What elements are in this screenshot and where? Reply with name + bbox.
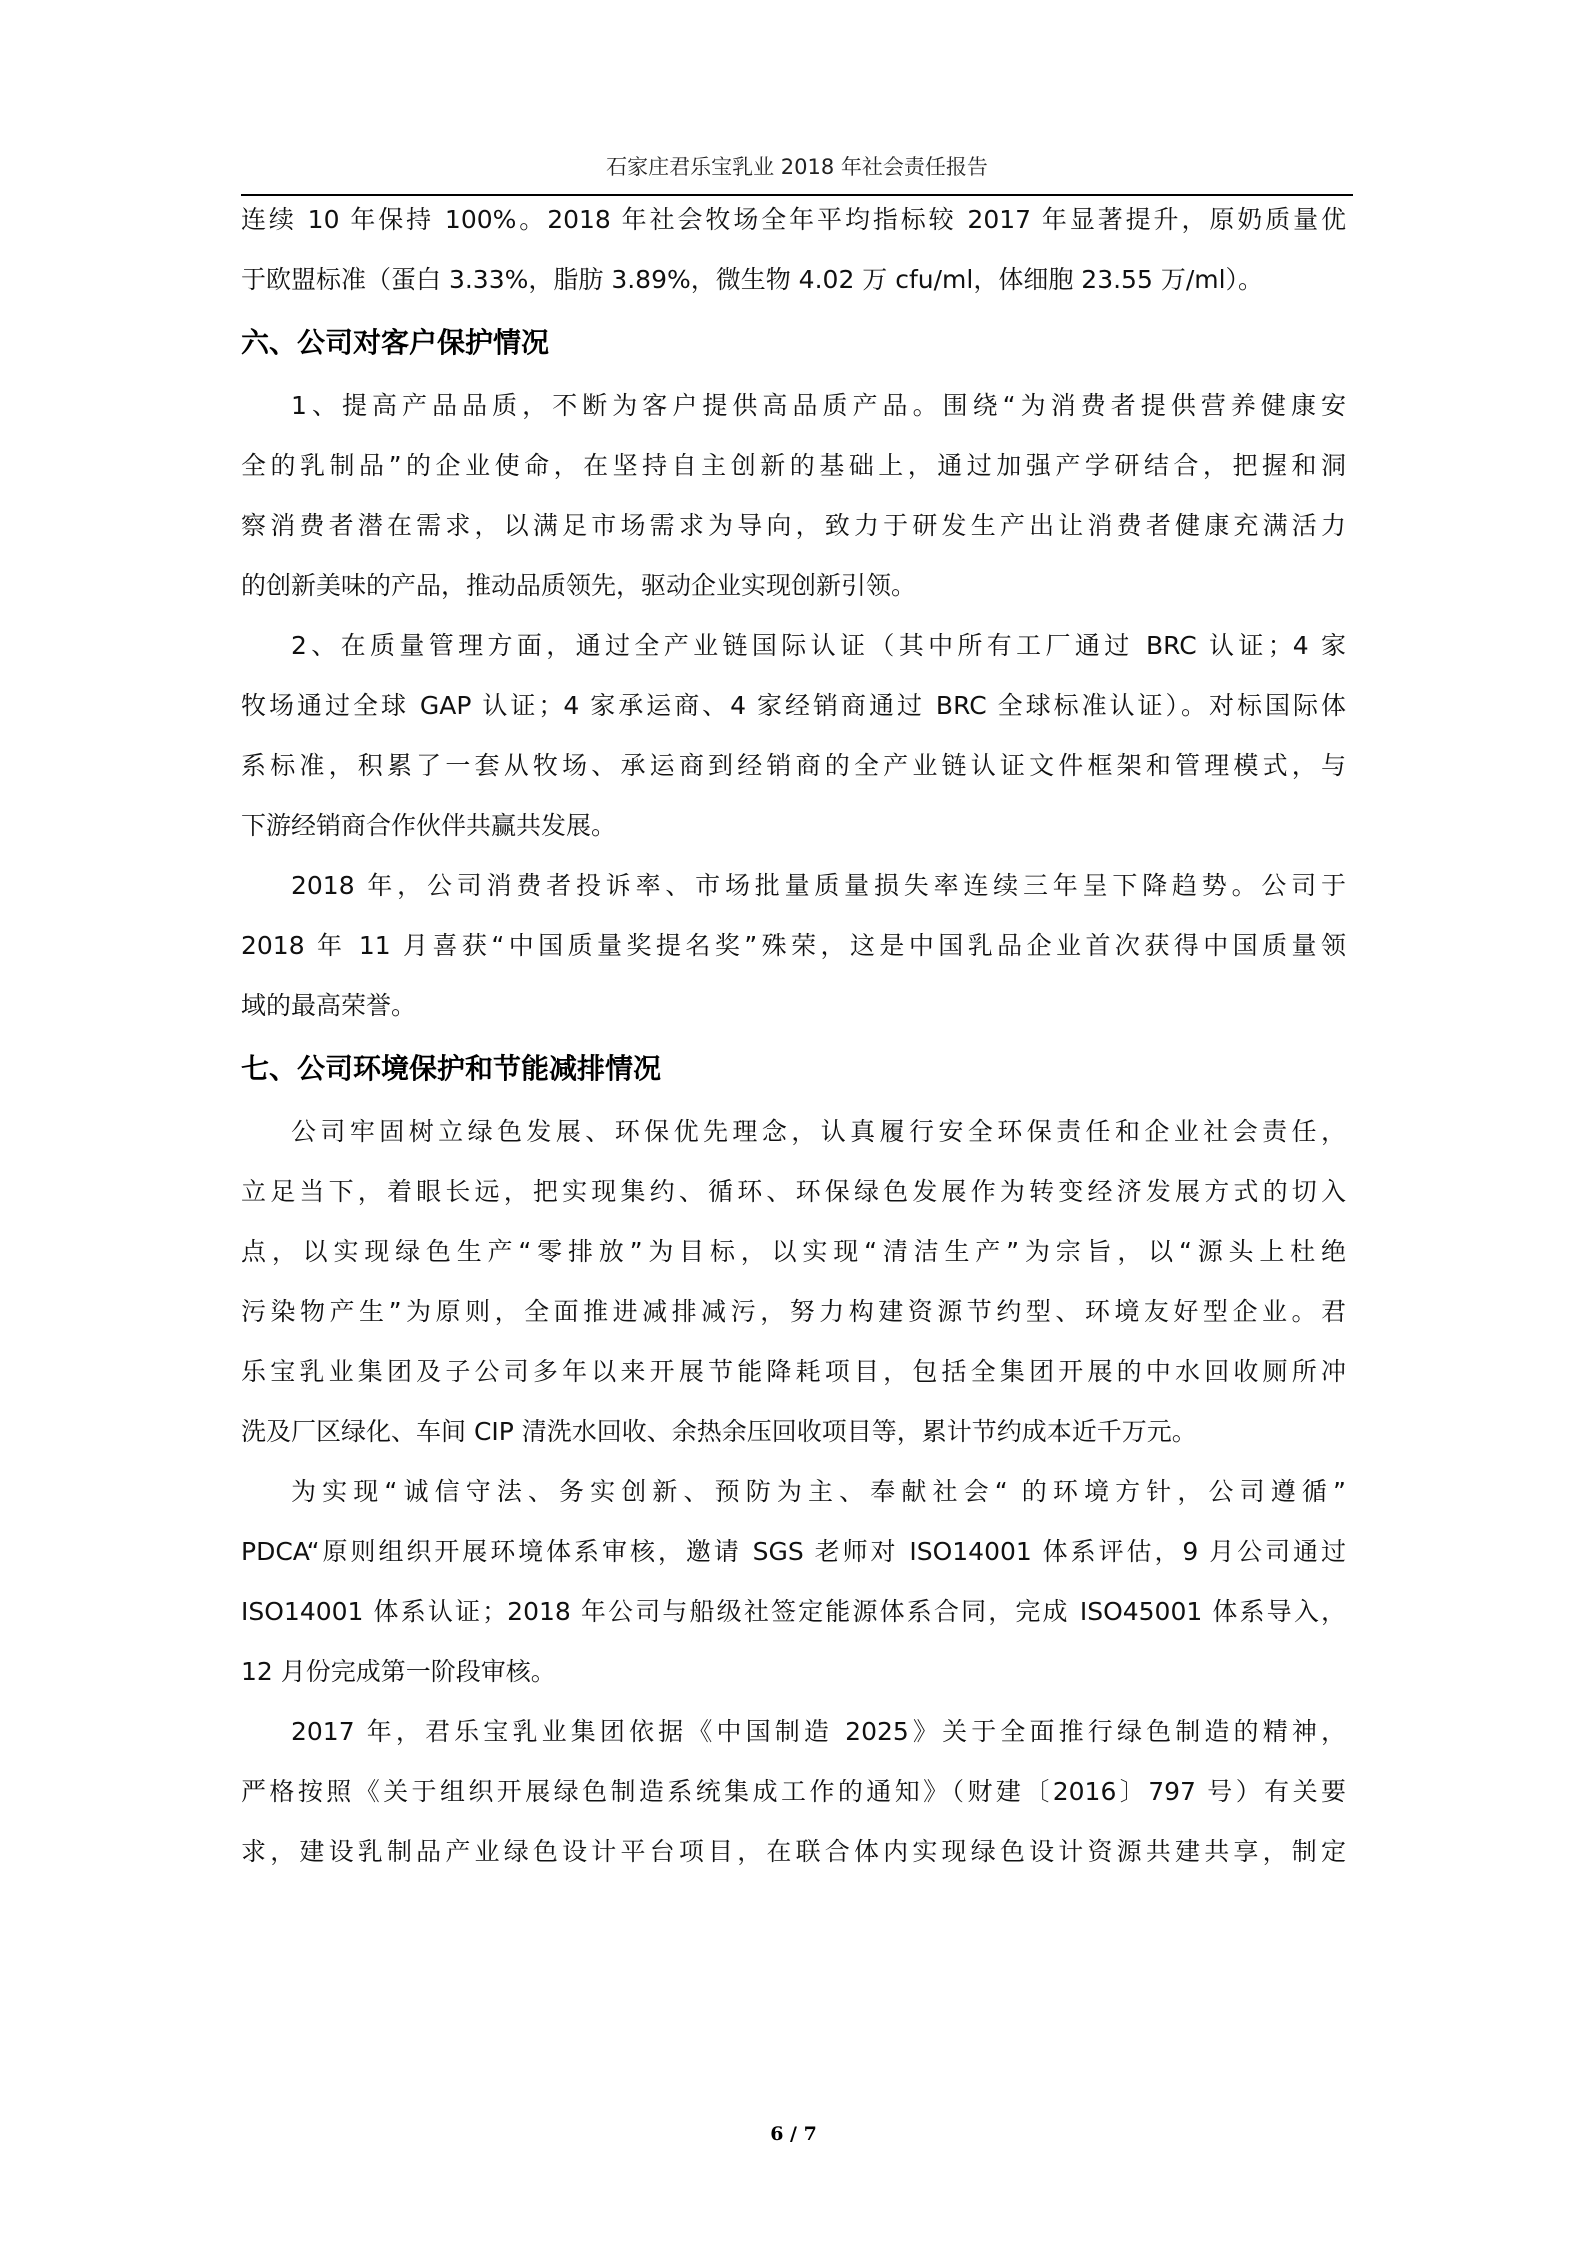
paragraph-environmental-certification xyxy=(241,1462,1346,1702)
text-line: 2018 年，公司消费者投诉率、市场批量质量损失率连续三年呈下降趋势。公司于 xyxy=(291,871,1346,900)
text-line: 污染物产生”为原则，全面推进减排减污，努力构建资源节约型、环境友好型企业。君 xyxy=(241,1297,1346,1326)
text-line: 乐宝乳业集团及子公司多年以来开展节能降耗项目，包括全集团开展的中水回收厕所冲 xyxy=(241,1357,1346,1386)
paragraph-quality-award xyxy=(241,856,1346,1036)
paragraph-product-quality xyxy=(241,376,1346,616)
text-line: 立足当下，着眼长远，把实现集约、循环、环保绿色发展作为转变经济发展方式的切入 xyxy=(241,1177,1346,1206)
report-title: 石家庄君乐宝乳业 2018 年社会责任报告 xyxy=(606,155,988,179)
text-line: 12 月份完成第一阶段审核。 xyxy=(241,1657,556,1686)
text-line: 系标准，积累了一套从牧场、承运商到经销商的全产业链认证文件框架和管理模式，与 xyxy=(241,751,1346,780)
text-line: 为实现“诚信守法、务实创新、预防为主、奉献社会“ 的环境方针，公司遵循” xyxy=(291,1477,1346,1506)
text-line: 求，建设乳制品产业绿色设计平台项目，在联合体内实现绿色设计资源共建共享，制定 xyxy=(241,1837,1346,1866)
text-line: 全的乳制品”的企业使命，在坚持自主创新的基础上，通过加强产学研结合，把握和洞 xyxy=(241,451,1346,480)
text-line: 连续 10 年保持 100%。2018 年社会牧场全年平均指标较 2017 年显著提升，原奶质量优 xyxy=(241,205,1346,234)
text-line: 1、提高产品品质，不断为客户提供高品质产品。围绕“为消费者提供营养健康安 xyxy=(291,391,1346,420)
text-line: 2018 年 11 月喜获“中国质量奖提名奖”殊荣，这是中国乳品企业首次获得中国质量领 xyxy=(241,931,1346,960)
document-body xyxy=(241,190,1346,1882)
section-heading-environmental-protection: 七、公司环境保护和节能减排情况 xyxy=(241,1052,662,1085)
paragraph-green-manufacturing xyxy=(241,1702,1346,1882)
page-number: 6 / 7 xyxy=(770,2123,817,2145)
text-line: 2017 年，君乐宝乳业集团依据《中国制造 2025》关于全面推行绿色制造的精神， xyxy=(291,1717,1346,1746)
text-line: PDCA“原则组织开展环境体系审核，邀请 SGS 老师对 ISO14001 体系评估，9 月公司通过 xyxy=(241,1537,1346,1566)
text-line: 2、在质量管理方面，通过全产业链国际认证（其中所有工厂通过 BRC 认证；4 家 xyxy=(291,631,1346,660)
paragraph-quality-management xyxy=(241,616,1346,856)
page-footer xyxy=(0,2123,1587,2145)
text-line: 严格按照《关于组织开展绿色制造系统集成工作的通知》（财建〔2016〕797 号）有关要 xyxy=(241,1777,1346,1806)
text-line: ISO14001 体系认证；2018 年公司与船级社签定能源体系合同，完成 ISO45001 体系导入， xyxy=(241,1597,1346,1626)
text-line: 点，以实现绿色生产“零排放”为目标，以实现“清洁生产”为宗旨，以“源头上杜绝 xyxy=(241,1237,1346,1266)
text-line: 的创新美味的产品，推动品质领先，驱动企业实现创新引领。 xyxy=(241,571,917,600)
text-line: 下游经销商合作伙伴共赢共发展。 xyxy=(241,811,617,840)
text-line: 于欧盟标准（蛋白 3.33%，脂肪 3.89%，微生物 4.02 万 cfu/ml，体细胞 23.55 万/ml）。 xyxy=(241,265,1264,294)
text-line: 察消费者潜在需求，以满足市场需求为导向，致力于研发生产出让消费者健康充满活力 xyxy=(241,511,1346,540)
text-line: 域的最高荣誉。 xyxy=(241,991,417,1020)
paragraph-green-development xyxy=(241,1102,1346,1462)
text-line: 公司牢固树立绿色发展、环保优先理念，认真履行安全环保责任和企业社会责任， xyxy=(291,1117,1346,1146)
text-line: 洗及厂区绿化、车间 CIP 清洗水回收、余热余压回收项目等，累计节约成本近千万元。 xyxy=(241,1417,1197,1446)
text-line: 牧场通过全球 GAP 认证；4 家承运商、4 家经销商通过 BRC 全球标准认证）。对标国际体 xyxy=(241,691,1346,720)
paragraph-intro xyxy=(241,190,1346,310)
section-heading-customer-protection: 六、公司对客户保护情况 xyxy=(241,326,550,359)
